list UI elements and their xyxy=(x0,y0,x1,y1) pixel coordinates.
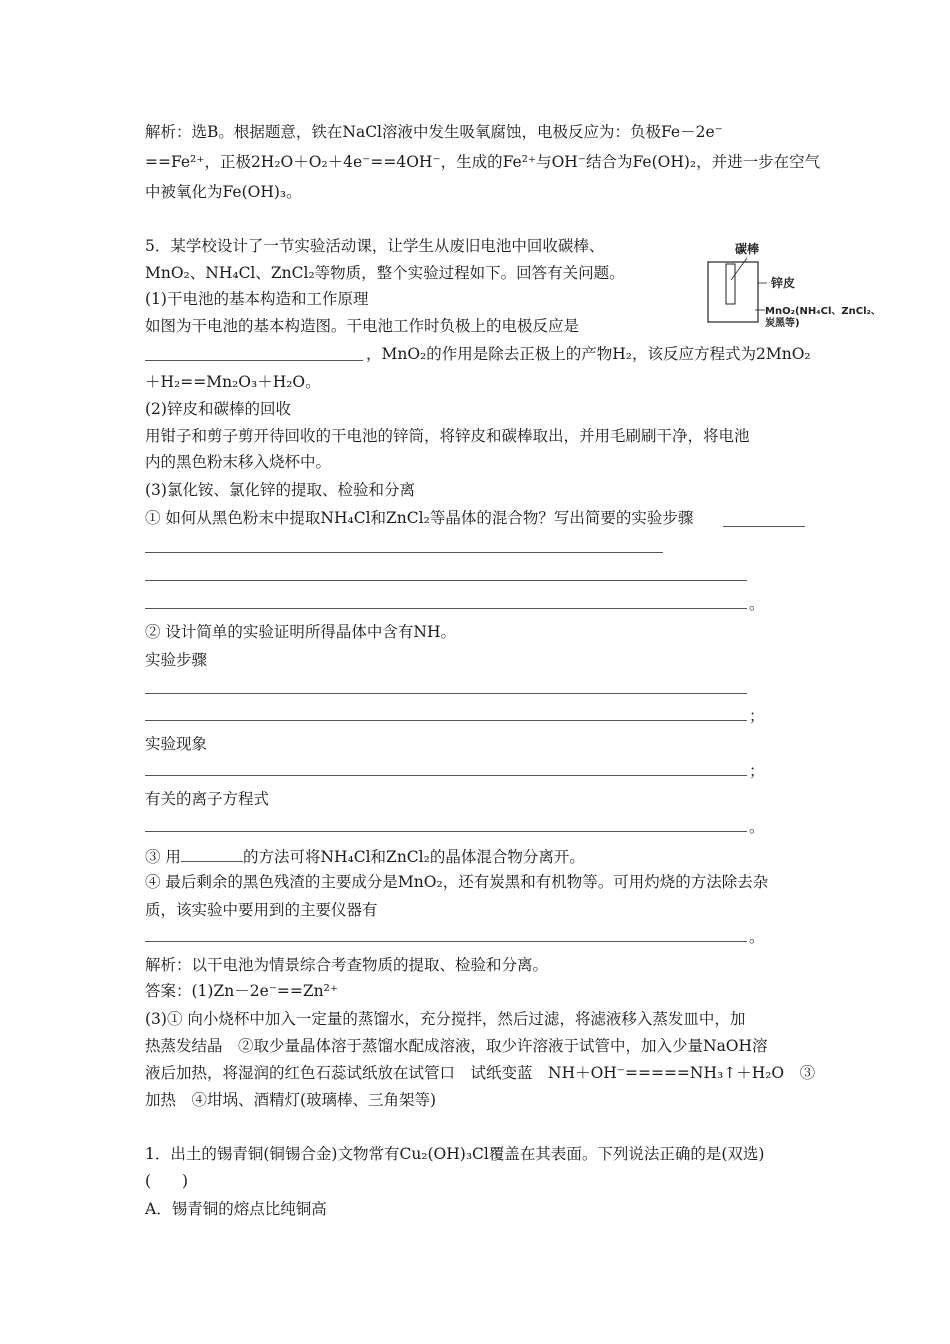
carbon-rod-shape xyxy=(726,264,735,304)
q5-part3-question-3 xyxy=(145,845,585,867)
answer-blank-extraction-steps-b[interactable] xyxy=(145,552,663,553)
experiment-phenomenon-label: 实验现象 xyxy=(145,735,208,753)
q1-stem-line-2: ( ) xyxy=(145,1172,189,1190)
q3-suffix: 的方法可将NH₄Cl和ZnCl₂的晶体混合物分离开。 xyxy=(242,848,585,866)
q5-part3-question-1: ① 如何从黑色粉末中提取NH₄Cl和ZnCl₂等晶体的混合物？写出简要的实验步骤 xyxy=(145,509,694,527)
answer-blank-steps-a[interactable] xyxy=(145,693,747,694)
label-carbon-rod: 碳棒 xyxy=(735,242,760,256)
answer-blank-phenomenon[interactable] xyxy=(145,775,747,776)
q1-option-a: A．锡青铜的熔点比纯铜高 xyxy=(145,1200,327,1218)
answer-analysis: 解析：以干电池为情景综合考查物质的提取、检验和分离。 xyxy=(145,956,549,974)
answer-blank-extraction-steps-c[interactable] xyxy=(145,580,747,581)
ionic-equation-label: 有关的离子方程式 xyxy=(145,790,270,808)
answer-part-1: 答案：(1)Zn－2e⁻==Zn²⁺ xyxy=(145,982,339,1000)
q5-part2-title: (2)锌皮和碳棒的回收 xyxy=(145,400,291,418)
period-mark: 。 xyxy=(749,595,765,613)
answer-part-3-line-3: 液后加热，将湿润的红色石蕊试纸放在试管口 试纸变蓝 NH＋OH⁻=====NH₃↑＋H₂O ③ xyxy=(145,1064,816,1082)
q5-part3-question-4-line-2: 质，该实验中要用到的主要仪器有 xyxy=(145,901,378,919)
q5-part1-text: 如图为干电池的基本构造图。干电池工作时负极上的电极反应是 xyxy=(145,317,580,335)
answer-blank-instruments[interactable] xyxy=(145,941,747,942)
answer-blank-ionic-equation[interactable] xyxy=(145,831,747,832)
q5-part1-title: (1)干电池的基本构造和工作原理 xyxy=(145,290,369,308)
q5-part2-text-2: 内的黑色粉末移入烧杯中。 xyxy=(145,453,332,471)
q5-intro-1: 5．某学校设计了一节实验活动课，让学生从废旧电池中回收碳棒、 xyxy=(145,237,605,255)
dry-cell-diagram xyxy=(705,240,905,330)
q5-part1-continuation: ，MnO₂的作用是除去正极上的产物H₂，该反应方程式为2MnO₂ xyxy=(366,345,811,363)
label-contents-line-2: 炭黑等) xyxy=(765,318,800,329)
label-contents-line-1: MnO₂(NH₄Cl、ZnCl₂、 xyxy=(765,306,881,317)
period-mark: 。 xyxy=(749,818,765,836)
zinc-can-outline xyxy=(708,262,758,322)
answer-blank-extraction-steps-d[interactable] xyxy=(145,608,747,609)
q5-part3-question-4-line-1: ④ 最后剩余的黑色残渣的主要成分是MnO₂，还有炭黑和有机物等。可用灼烧的方法除去杂 xyxy=(145,873,769,891)
answer-blank-separation-method[interactable] xyxy=(181,845,243,862)
analysis-line-1: 解析：选B。根据题意，铁在NaCl溶液中发生吸氧腐蚀，电极反应为：负极Fe－2e⁻ xyxy=(145,123,723,141)
semicolon-mark: ； xyxy=(749,707,765,725)
answer-part-3-line-4: 加热 ④坩埚、酒精灯(玻璃棒、三角架等) xyxy=(145,1091,437,1109)
answer-part-3-line-1: (3)① 向小烧杯中加入一定量的蒸馏水，充分搅拌，然后过滤，将滤液移入蒸发皿中，加 xyxy=(145,1010,746,1028)
answer-part-3-line-2: 热蒸发结晶 ②取少量晶体溶于蒸馏水配成溶液，取少许溶液于试管中，加入少量NaOH溶 xyxy=(145,1037,768,1055)
answer-blank-negative-electrode[interactable] xyxy=(145,360,363,361)
q5-part1-equation: ＋H₂==Mn₂O₃＋H₂O。 xyxy=(145,373,321,391)
q3-prefix: ③ 用 xyxy=(145,848,181,866)
q5-part3-title: (3)氯化铵、氯化锌的提取、检验和分离 xyxy=(145,481,415,499)
label-zinc-shell: 锌皮 xyxy=(771,276,796,290)
period-mark: 。 xyxy=(749,928,765,946)
experiment-steps-label: 实验步骤 xyxy=(145,651,208,669)
answer-blank-extraction-steps-a[interactable] xyxy=(723,526,805,527)
answer-blank-steps-b[interactable] xyxy=(145,720,747,721)
q1-stem-line-1: 1．出土的锡青铜(铜锡合金)文物常有Cu₂(OH)₃Cl覆盖在其表面。下列说法正确的是(双选) xyxy=(145,1145,765,1163)
analysis-line-2: ==Fe²⁺，正极2H₂O＋O₂＋4e⁻==4OH⁻，生成的Fe²⁺与OH⁻结合为Fe(OH)₂，并进一步在空气 xyxy=(145,153,821,171)
q5-part2-text-1: 用钳子和剪子剪开待回收的干电池的锌筒，将锌皮和碳棒取出，并用毛刷刷干净，将电池 xyxy=(145,427,750,445)
carbon-rod-pointer xyxy=(731,258,747,280)
semicolon-mark: ； xyxy=(749,762,765,780)
q5-intro-2: MnO₂、NH₄Cl、ZnCl₂等物质，整个实验过程如下。回答有关问题。 xyxy=(145,264,625,282)
analysis-line-3: 中被氧化为Fe(OH)₃。 xyxy=(145,183,302,201)
q5-part3-question-2: ② 设计简单的实验证明所得晶体中含有NH。 xyxy=(145,623,457,641)
